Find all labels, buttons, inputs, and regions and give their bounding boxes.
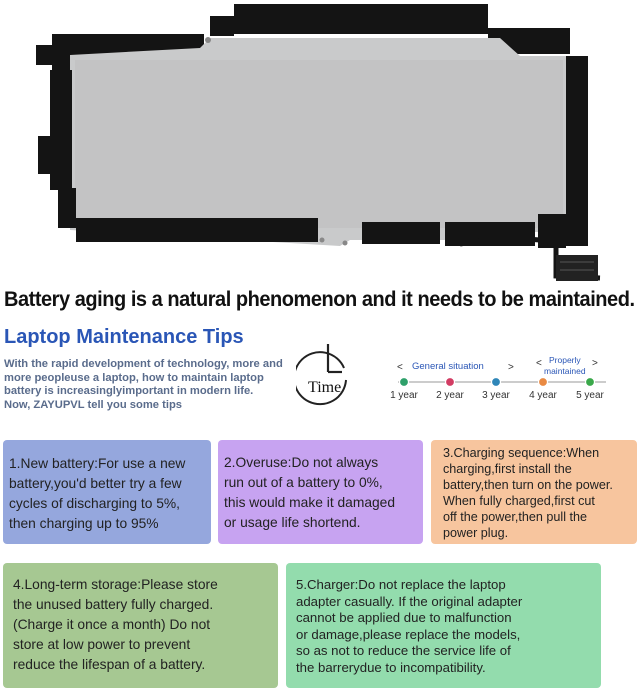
year-dot	[400, 378, 409, 387]
tip-line: run out of a battery to 0%,	[224, 475, 383, 490]
tip-new-battery	[3, 440, 211, 544]
tip-line: power plug.	[443, 526, 509, 540]
tip-line: charging,first install the	[443, 462, 572, 476]
headline: Battery aging is a natural phenomenon and it needs to be maintained.	[4, 287, 635, 311]
tip-long-term-storage	[3, 563, 278, 688]
chevron-left-icon: <	[536, 358, 542, 369]
year-dot	[446, 378, 455, 387]
tip-line: or damage,please replace the models,	[296, 626, 521, 642]
tip-line: the unused battery fully charged.	[13, 597, 214, 612]
year-label: 4 year	[529, 390, 557, 401]
tip-line: reduce the lifespan of a battery.	[13, 657, 206, 672]
properly-label: Properly	[549, 355, 581, 365]
tip-line: (Charge it once a month) Do not	[13, 617, 211, 632]
year-dot	[539, 378, 548, 387]
tip-line: 2.Overuse:Do not always	[224, 455, 379, 470]
tip-line: this would make it damaged	[224, 495, 396, 510]
chevron-right-icon: >	[508, 362, 514, 373]
tip-line: or usage life shortend.	[224, 515, 361, 530]
tip-line: the barrerydue to incompatibility.	[296, 659, 486, 675]
year-label: 2 year	[436, 390, 464, 401]
general-situation-label: General situation	[412, 361, 484, 372]
year-label: 5 year	[576, 390, 604, 401]
tip-line: 1.New battery:For use a new	[9, 456, 186, 471]
year-label: 1 year	[390, 390, 418, 401]
tip-line: so as not to reduce the service life of	[296, 643, 511, 658]
tip-overuse	[218, 440, 423, 544]
intro-line: more peopleuse a laptop, how to maintain laptop	[4, 371, 264, 384]
chevron-left-icon: <	[397, 362, 403, 373]
tip-charger	[286, 563, 601, 688]
tip-line: 5.Charger:Do not replace the laptop	[296, 577, 506, 592]
battery-image	[0, 0, 640, 282]
year-label: 3 year	[482, 390, 510, 401]
intro-line: battery is increasinglyimportant in modern life.	[4, 385, 254, 397]
maintained-label: maintained	[544, 366, 586, 376]
intro-text	[4, 358, 304, 412]
tip-line: cannot be applied due to malfunction	[296, 610, 512, 625]
tip-line: battery,then turn on the power.	[443, 478, 613, 492]
tip-line: battery,you'd better try a few	[9, 476, 182, 491]
tip-line: adapter casually. If the original adapter	[296, 593, 523, 609]
intro-line: Now, ZAYUPVL tell you some tips	[4, 398, 182, 411]
year-dot	[492, 378, 501, 387]
year-dot	[586, 378, 595, 387]
tip-line: cycles of discharging to 5%,	[9, 496, 181, 511]
tip-line: 3.Charging sequence:When	[443, 446, 600, 460]
tip-line: then charging up to 95%	[9, 516, 159, 531]
chevron-right-icon: >	[592, 358, 598, 369]
battery-timeline	[296, 336, 640, 406]
tip-line: store at low power to prevent	[13, 637, 191, 652]
tip-line: When fully charged,first cut	[443, 494, 595, 508]
tip-charging-sequence	[431, 440, 637, 544]
tip-line: off the power,then pull the	[443, 510, 588, 524]
tip-line: 4.Long-term storage:Please store	[13, 577, 218, 592]
tips-title: Laptop Maintenance Tips	[4, 326, 244, 348]
intro-line: With the rapid development of technology, more and	[4, 358, 283, 370]
clock-label: Time	[308, 379, 342, 396]
